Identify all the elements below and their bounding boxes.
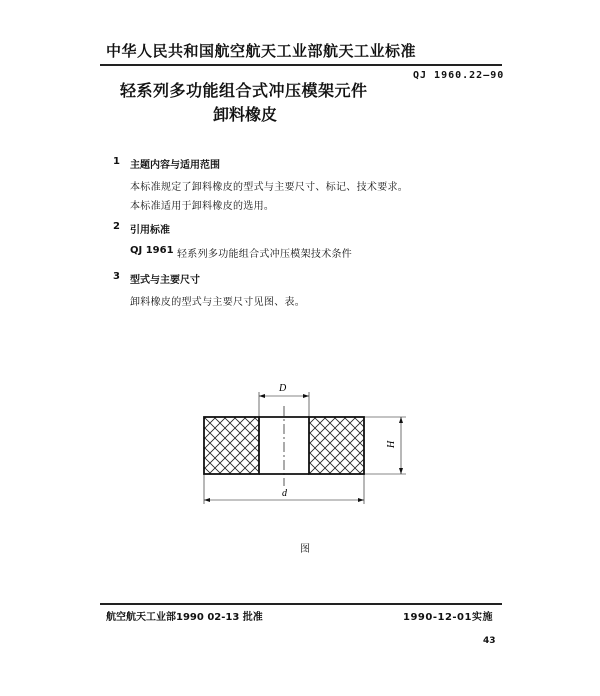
left-hatched-section — [204, 417, 259, 474]
document-title: 轻系列多功能组合式冲压模架元件 — [120, 81, 368, 100]
section-3-paragraph: 卸料橡皮的型式与主要尺寸见图、表。 — [130, 297, 306, 308]
document-subtitle: 卸料橡皮 — [213, 105, 278, 124]
label-d: d — [282, 488, 287, 499]
standard-code: QJ 1960.22—90 — [413, 70, 505, 81]
issuing-organization: 中华人民共和国航空航天工业部航天工业标准 — [106, 42, 417, 60]
reference-standard-code: QJ 1961 — [130, 245, 174, 256]
header-divider — [100, 64, 502, 66]
section-3-title: 型式与主要尺寸 — [130, 275, 200, 286]
label-D: D — [279, 383, 287, 394]
label-H: H — [386, 440, 397, 448]
section-1-title: 主题内容与适用范围 — [130, 160, 220, 171]
section-1-paragraph: 本标准规定了卸料橡皮的型式与主要尺寸、标记、技术要求。 — [130, 182, 409, 193]
page-number: 43 — [483, 636, 496, 646]
section-1-number: 1 — [113, 156, 120, 167]
section-2-title: 引用标准 — [130, 225, 170, 236]
reference-standard-title: 轻系列多功能组合式冲压模架技术条件 — [177, 249, 353, 260]
rubber-pad-section-drawing — [195, 378, 420, 518]
right-hatched-section — [309, 417, 364, 474]
implementation-date: 1990-12-01实施 — [403, 612, 493, 623]
section-2-number: 2 — [113, 221, 120, 232]
footer-divider — [100, 603, 502, 605]
figure-caption: 图 — [300, 544, 310, 555]
approval-date: 航空航天工业部1990 02-13 批准 — [106, 612, 263, 623]
section-1-paragraph: 本标准适用于卸料橡皮的选用。 — [130, 201, 275, 212]
section-3-number: 3 — [113, 271, 120, 282]
